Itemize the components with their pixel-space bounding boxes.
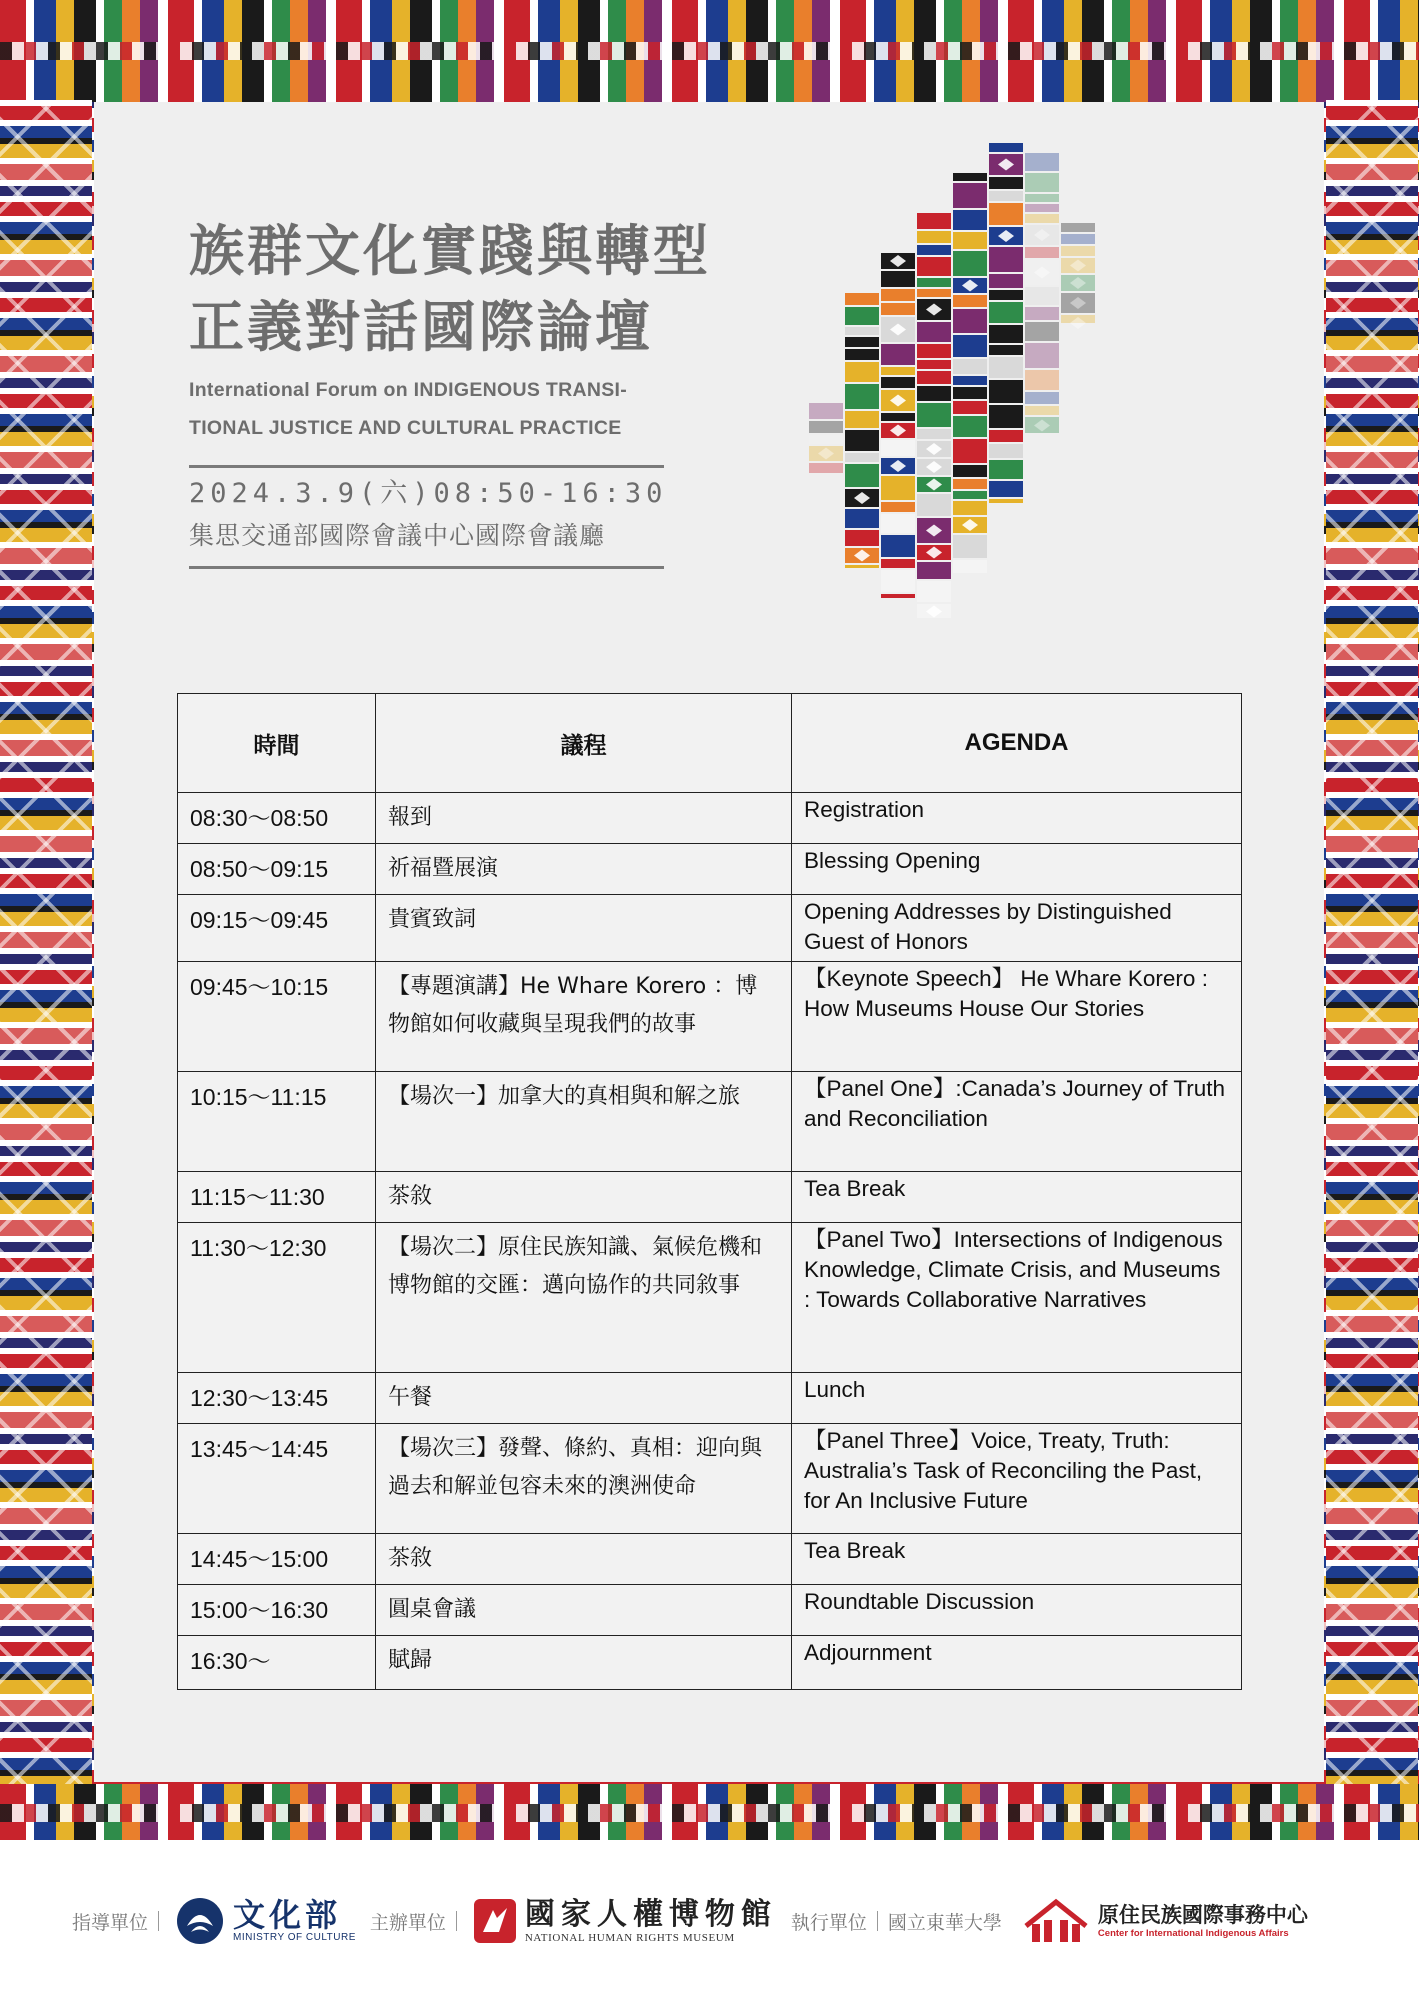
weave-band bbox=[881, 514, 915, 533]
title-divider-bottom bbox=[189, 566, 664, 569]
weave-band bbox=[1025, 287, 1059, 305]
weave-band bbox=[917, 344, 951, 358]
weave-band bbox=[989, 325, 1023, 343]
table-row bbox=[178, 895, 1242, 962]
weave-band bbox=[917, 386, 951, 401]
weave-band bbox=[1025, 173, 1059, 192]
weave-band bbox=[1025, 322, 1059, 341]
header-agenda-zh: 議程 bbox=[376, 694, 792, 793]
header-time: 時間 bbox=[178, 694, 376, 793]
table-row bbox=[178, 844, 1242, 895]
supervisor-label: 指導單位 bbox=[72, 1911, 149, 1934]
agenda-header-row bbox=[178, 694, 1242, 793]
row-agenda-en: 【Keynote Speech】 He Whare Korero : How Museums House Our Stories bbox=[792, 962, 1242, 1072]
weave-band bbox=[953, 183, 987, 208]
row-agenda-en: 【Panel One】:Canada’s Journey of Truth and Reconciliation bbox=[792, 1072, 1242, 1172]
table-row bbox=[178, 1424, 1242, 1534]
row-time: 08:30～08:50 bbox=[178, 793, 376, 844]
row-agenda-en: Roundtable Discussion bbox=[792, 1585, 1242, 1636]
weave-band bbox=[845, 565, 879, 568]
weave-band bbox=[953, 501, 987, 515]
weave-band bbox=[917, 581, 951, 602]
weave-band bbox=[953, 309, 987, 333]
title-en-line2: TIONAL JUSTICE AND CULTURAL PRACTICE bbox=[189, 417, 622, 439]
weave-band bbox=[989, 444, 1023, 458]
weave-band bbox=[917, 429, 951, 439]
weave-band bbox=[845, 530, 879, 546]
row-agenda-en: Adjournment bbox=[792, 1636, 1242, 1690]
weave-band bbox=[845, 307, 879, 325]
title-en-line1: International Forum on INDIGENOUS TRANSI- bbox=[189, 379, 628, 401]
executor-label: 執行單位 bbox=[790, 1911, 867, 1934]
weave-band bbox=[845, 384, 879, 409]
museum-name-en: NATIONAL HUMAN RIGHTS MUSEUM bbox=[524, 1931, 735, 1944]
weave-band bbox=[1025, 370, 1059, 390]
weave-band bbox=[953, 401, 987, 414]
weave-band bbox=[953, 335, 987, 357]
weave-band bbox=[1025, 153, 1059, 171]
row-agenda-zh: 【場次三】發聲、條約、真相：迎向與過去和解並包容未來的澳洲使命 bbox=[376, 1424, 792, 1534]
weave-band bbox=[989, 203, 1023, 225]
museum-name-zh: 國家人權博物館 bbox=[524, 1896, 777, 1932]
weave-band bbox=[917, 403, 951, 427]
divider bbox=[456, 1911, 457, 1931]
weave-band bbox=[989, 357, 1023, 378]
weave-band bbox=[1025, 406, 1059, 415]
weave-band bbox=[989, 405, 1023, 428]
weave-band bbox=[1025, 247, 1059, 258]
weave-band bbox=[809, 403, 843, 419]
weave-band bbox=[809, 463, 843, 473]
weave-band bbox=[953, 387, 987, 399]
event-venue: 集思交通部國際會議中心國際會議廳 bbox=[189, 521, 606, 550]
table-row bbox=[178, 1223, 1242, 1373]
weave-band bbox=[881, 344, 915, 365]
weave-band bbox=[881, 440, 915, 456]
row-agenda-en: Registration bbox=[792, 793, 1242, 844]
weave-band bbox=[881, 559, 915, 568]
weave-band bbox=[1061, 246, 1095, 256]
table-row bbox=[178, 1072, 1242, 1172]
weave-band bbox=[917, 289, 951, 297]
weave-band bbox=[809, 421, 843, 433]
weave-band bbox=[917, 494, 951, 516]
row-agenda-zh: 午餐 bbox=[376, 1373, 792, 1424]
ciia-emblem-icon bbox=[1022, 1896, 1090, 1946]
weave-band bbox=[917, 322, 951, 342]
weave-band bbox=[1025, 392, 1059, 404]
weave-band bbox=[953, 439, 987, 463]
national-human-rights-museum-logo bbox=[473, 1898, 777, 1945]
weave-band bbox=[989, 499, 1023, 503]
title-en bbox=[189, 371, 664, 447]
weave-band bbox=[845, 327, 879, 335]
center-name-en: Center for International Indigenous Affairs bbox=[1097, 1928, 1289, 1939]
weave-band bbox=[845, 349, 879, 360]
weave-band bbox=[881, 502, 915, 512]
weave-band bbox=[1025, 214, 1059, 223]
weave-band bbox=[989, 177, 1023, 189]
weave-band bbox=[917, 360, 951, 369]
title-block bbox=[189, 213, 712, 569]
row-agenda-zh: 賦歸 bbox=[376, 1636, 792, 1690]
weave-band bbox=[953, 416, 987, 437]
row-agenda-zh: 祈福暨展演 bbox=[376, 844, 792, 895]
weave-band bbox=[881, 535, 915, 557]
table-row bbox=[178, 1636, 1242, 1690]
left-diamond-pattern bbox=[0, 100, 92, 1788]
row-agenda-zh: 貴賓致詞 bbox=[376, 895, 792, 962]
table-row bbox=[178, 1534, 1242, 1585]
divider bbox=[158, 1911, 159, 1931]
weave-band bbox=[953, 465, 987, 477]
row-agenda-en: Tea Break bbox=[792, 1172, 1242, 1223]
sponsor-footer bbox=[0, 1840, 1419, 2000]
event-date-time: 2024.3.9(六)08:50-16:30 bbox=[189, 478, 668, 509]
weave-band bbox=[953, 560, 987, 573]
weave-band bbox=[917, 245, 951, 255]
table-row bbox=[178, 793, 1242, 844]
weave-band bbox=[881, 303, 915, 315]
title-divider-top bbox=[189, 465, 664, 468]
weave-band bbox=[953, 491, 987, 499]
weave-band bbox=[989, 143, 1023, 152]
row-time: 12:30～13:45 bbox=[178, 1373, 376, 1424]
row-agenda-zh: 【專題演講】He Whare Korero ：博物館如何收藏與呈現我們的故事 bbox=[376, 962, 792, 1072]
title-zh-line1: 族群文化實踐與轉型 bbox=[189, 219, 712, 283]
weave-band bbox=[953, 173, 987, 181]
bottom-woven-band bbox=[0, 1784, 1419, 1840]
woven-tapestry-graphic bbox=[805, 143, 1115, 623]
weave-band bbox=[1025, 194, 1059, 202]
title-zh-line2: 正義對話國際論壇 bbox=[189, 295, 654, 359]
weave-band bbox=[953, 295, 987, 307]
weave-band bbox=[809, 435, 843, 444]
ministry-name-en: MINISTRY OF CULTURE bbox=[233, 1932, 356, 1943]
weave-band bbox=[881, 377, 915, 388]
ministry-of-culture-logo bbox=[175, 1896, 356, 1946]
weave-band bbox=[845, 337, 879, 347]
row-agenda-en: 【Panel Two】Intersections of Indigenous Knowledge, Climate Crisis, and Museums : Towards Collaborative Narratives bbox=[792, 1223, 1242, 1373]
row-time: 09:15～09:45 bbox=[178, 895, 376, 962]
weave-band bbox=[989, 247, 1023, 272]
weave-band bbox=[989, 274, 1023, 288]
row-time: 10:15～11:15 bbox=[178, 1072, 376, 1172]
weave-band bbox=[989, 460, 1023, 479]
weave-band bbox=[989, 345, 1023, 355]
row-time: 14:45～15:00 bbox=[178, 1534, 376, 1585]
weave-band bbox=[1025, 307, 1059, 320]
agenda-table bbox=[177, 693, 1242, 1690]
weave-band bbox=[881, 476, 915, 500]
weave-band bbox=[881, 594, 915, 598]
weave-band bbox=[1061, 234, 1095, 244]
ciia-logo bbox=[1022, 1896, 1308, 1946]
weave-band bbox=[881, 367, 915, 375]
sponsor-row bbox=[72, 1886, 1322, 1956]
ministry-name-zh: 文化部 bbox=[233, 1896, 342, 1934]
top-woven-band bbox=[0, 0, 1419, 102]
table-row bbox=[178, 1585, 1242, 1636]
row-agenda-en: Opening Addresses by Distinguished Guest of Honors bbox=[792, 895, 1242, 962]
weave-band bbox=[881, 413, 915, 421]
table-row bbox=[178, 962, 1242, 1072]
table-row bbox=[178, 1373, 1242, 1424]
weave-band bbox=[845, 509, 879, 528]
museum-emblem-icon bbox=[473, 1898, 517, 1944]
weave-band bbox=[917, 371, 951, 384]
weave-band bbox=[917, 562, 951, 579]
divider bbox=[877, 1911, 878, 1931]
weave-band bbox=[917, 278, 951, 287]
weave-band bbox=[953, 535, 987, 558]
weave-band bbox=[953, 479, 987, 489]
weave-band bbox=[881, 570, 915, 592]
row-time: 08:50～09:15 bbox=[178, 844, 376, 895]
weave-band bbox=[989, 302, 1023, 323]
weave-band bbox=[953, 359, 987, 374]
right-diamond-pattern bbox=[1326, 100, 1418, 1788]
weave-band bbox=[989, 191, 1023, 201]
row-agenda-zh: 報到 bbox=[376, 793, 792, 844]
weave-band bbox=[1061, 223, 1095, 232]
row-time: 11:15～11:30 bbox=[178, 1172, 376, 1223]
row-agenda-zh: 【場次二】原住民族知識、氣候危機和博物館的交匯：邁向協作的共同敘事 bbox=[376, 1223, 792, 1373]
row-time: 16:30～ bbox=[178, 1636, 376, 1690]
weave-band bbox=[845, 430, 879, 451]
row-agenda-en: Tea Break bbox=[792, 1534, 1242, 1585]
center-name-zh: 原住民族國際事務中心 bbox=[1097, 1903, 1308, 1927]
weave-band bbox=[953, 210, 987, 230]
weave-band bbox=[845, 453, 879, 462]
row-time: 09:45～10:15 bbox=[178, 962, 376, 1072]
header-agenda-en: AGENDA bbox=[792, 694, 1242, 793]
row-agenda-zh: 茶敘 bbox=[376, 1172, 792, 1223]
row-agenda-zh: 【場次一】加拿大的真相與和解之旅 bbox=[376, 1072, 792, 1172]
weave-band bbox=[917, 213, 951, 229]
organizer-label: 主辦單位 bbox=[369, 1911, 446, 1934]
weave-band bbox=[953, 376, 987, 385]
weave-band bbox=[845, 411, 879, 428]
weave-band bbox=[953, 251, 987, 276]
row-agenda-en: 【Panel Three】Voice, Treaty, Truth: Australia’s Task of Reconciling the Past, for An Inclusive Future bbox=[792, 1424, 1242, 1534]
weave-band bbox=[845, 464, 879, 487]
weave-band bbox=[845, 293, 879, 305]
executor-name: 國立東華大學 bbox=[887, 1911, 1002, 1934]
row-time: 13:45～14:45 bbox=[178, 1424, 376, 1534]
weave-band bbox=[989, 430, 1023, 442]
row-time: 15:00～16:30 bbox=[178, 1585, 376, 1636]
table-row bbox=[178, 1172, 1242, 1223]
weave-band bbox=[1025, 343, 1059, 368]
weave-band bbox=[917, 231, 951, 243]
weave-band bbox=[917, 257, 951, 276]
weave-band bbox=[1025, 204, 1059, 212]
weave-band bbox=[989, 481, 1023, 497]
weave-band bbox=[989, 290, 1023, 300]
weave-band bbox=[989, 380, 1023, 403]
row-time: 11:30～12:30 bbox=[178, 1223, 376, 1373]
row-agenda-en: Blessing Opening bbox=[792, 844, 1242, 895]
row-agenda-zh: 茶敘 bbox=[376, 1534, 792, 1585]
weave-band bbox=[881, 289, 915, 301]
row-agenda-en: Lunch bbox=[792, 1373, 1242, 1424]
weave-band bbox=[881, 271, 915, 287]
ministry-emblem-icon bbox=[175, 1896, 225, 1946]
row-agenda-zh: 圓桌會議 bbox=[376, 1585, 792, 1636]
weave-band bbox=[845, 362, 879, 382]
weave-band bbox=[953, 232, 987, 249]
